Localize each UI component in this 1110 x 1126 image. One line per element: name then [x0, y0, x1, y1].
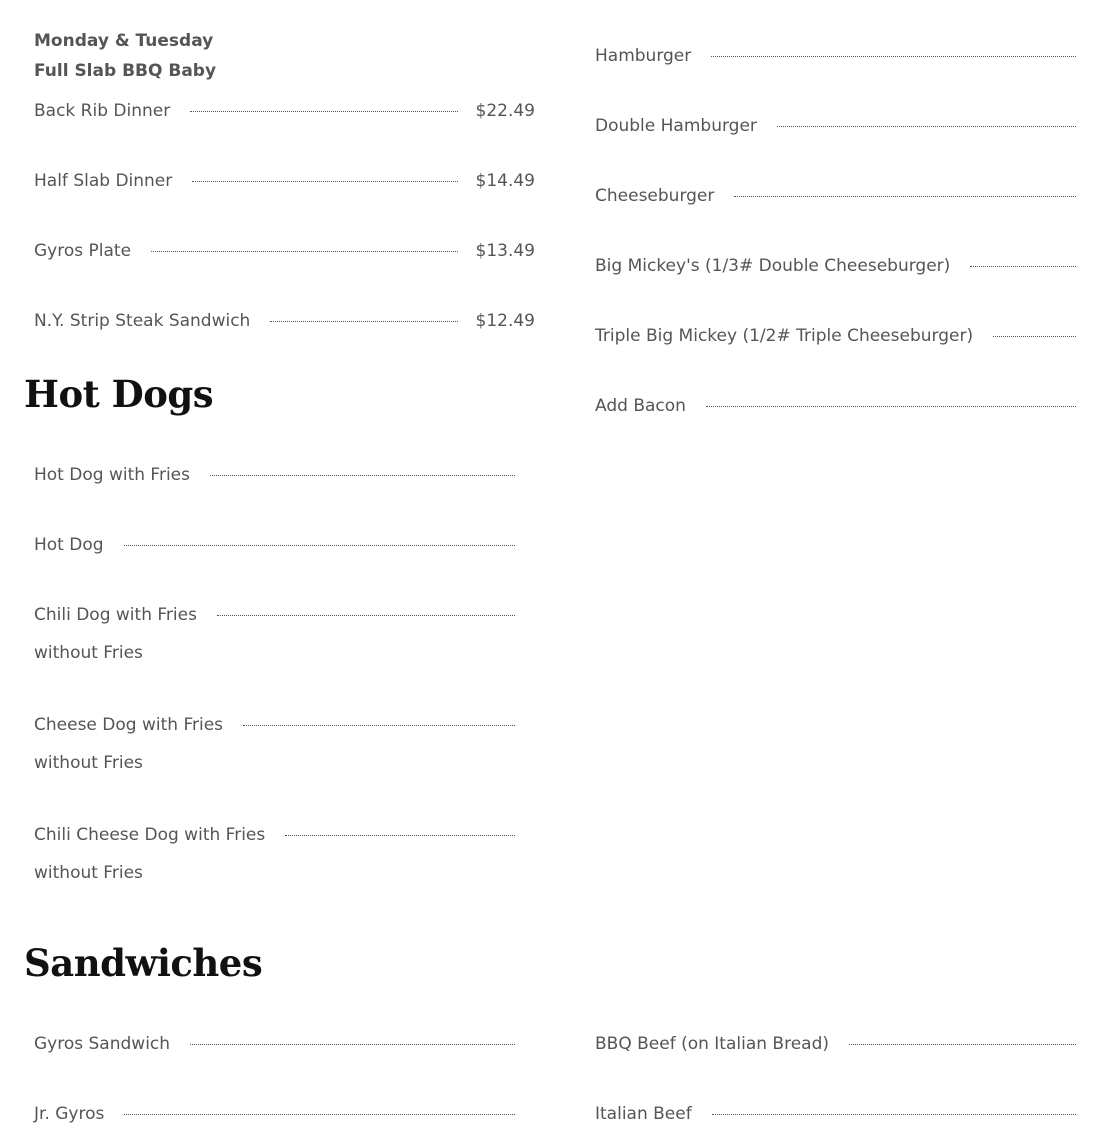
- dotted-leader: [124, 1114, 515, 1115]
- menu-item-name: Cheeseburger: [595, 186, 715, 206]
- menu-item: [595, 254, 1076, 278]
- dotted-leader: [777, 126, 1076, 127]
- dotted-leader: [706, 406, 1076, 407]
- menu-item-price: $14.49: [475, 171, 535, 191]
- menu-item: [34, 603, 515, 627]
- menu-item: [34, 1102, 515, 1126]
- dotted-leader: [124, 545, 515, 546]
- dotted-leader: [734, 196, 1076, 197]
- menu-item-name: Hot Dog with Fries: [34, 465, 190, 485]
- section-title-hot-dogs: Hot Dogs: [24, 372, 214, 416]
- menu-item: [34, 463, 515, 487]
- dotted-leader: [210, 475, 515, 476]
- menu-item: [34, 713, 515, 737]
- menu-item-name: BBQ Beef (on Italian Bread): [595, 1034, 830, 1054]
- specials-heading-days: Monday & Tuesday: [34, 31, 214, 51]
- dotted-leader: [711, 56, 1076, 57]
- dotted-leader: [993, 336, 1076, 337]
- menu-item: [595, 44, 1076, 68]
- dotted-leader: [970, 266, 1076, 267]
- dotted-leader: [190, 1044, 515, 1045]
- menu-item-name: Back Rib Dinner: [34, 101, 171, 121]
- menu-item-name: Chili Cheese Dog with Fries: [34, 825, 266, 845]
- menu-item: [34, 239, 535, 263]
- menu-item: [34, 533, 515, 557]
- menu-item-name: Gyros Sandwich: [34, 1034, 171, 1054]
- menu-item: [595, 1102, 1076, 1126]
- dotted-leader: [270, 321, 457, 322]
- menu-item: [595, 394, 1076, 418]
- menu-item-name: Chili Dog with Fries: [34, 605, 197, 625]
- menu-item: [595, 324, 1076, 348]
- menu-item-name: Hamburger: [595, 46, 692, 66]
- menu-item-name: Half Slab Dinner: [34, 171, 173, 191]
- dotted-leader: [217, 615, 515, 616]
- menu-item-price: $13.49: [475, 241, 535, 261]
- menu-item-name: Hot Dog: [34, 535, 104, 555]
- menu-item-name: Big Mickey's (1/3# Double Cheeseburger): [595, 256, 951, 276]
- menu-item: [34, 99, 535, 123]
- menu-item-name: Gyros Plate: [34, 241, 132, 261]
- menu-item-variant: without Fries: [34, 753, 143, 773]
- menu-item: [595, 184, 1076, 208]
- menu-item: [595, 114, 1076, 138]
- dotted-leader: [285, 835, 515, 836]
- menu-item-price: $22.49: [475, 101, 535, 121]
- menu-item-variant: without Fries: [34, 863, 143, 883]
- menu-item: [34, 309, 535, 333]
- menu-item-variant: without Fries: [34, 643, 143, 663]
- dotted-leader: [190, 111, 457, 112]
- menu-item-name: Add Bacon: [595, 396, 686, 416]
- dotted-leader: [712, 1114, 1076, 1115]
- dotted-leader: [849, 1044, 1076, 1045]
- menu-item: [34, 823, 515, 847]
- menu-item-name: N.Y. Strip Steak Sandwich: [34, 311, 251, 331]
- dotted-leader: [151, 251, 457, 252]
- dotted-leader: [243, 725, 515, 726]
- menu-item-name: Jr. Gyros: [34, 1104, 105, 1124]
- menu-item-name: Double Hamburger: [595, 116, 757, 136]
- menu-item: [34, 169, 535, 193]
- menu-item-name: Italian Beef: [595, 1104, 692, 1124]
- menu-item-name: Triple Big Mickey (1/2# Triple Cheeseburger): [595, 326, 974, 346]
- menu-item-price: $12.49: [475, 311, 535, 331]
- dotted-leader: [192, 181, 457, 182]
- menu-item: [595, 1032, 1076, 1056]
- section-title-sandwiches: Sandwiches: [24, 941, 263, 985]
- menu-item: [34, 1032, 515, 1056]
- menu-item-name: Cheese Dog with Fries: [34, 715, 224, 735]
- specials-heading-title: Full Slab BBQ Baby: [34, 61, 217, 81]
